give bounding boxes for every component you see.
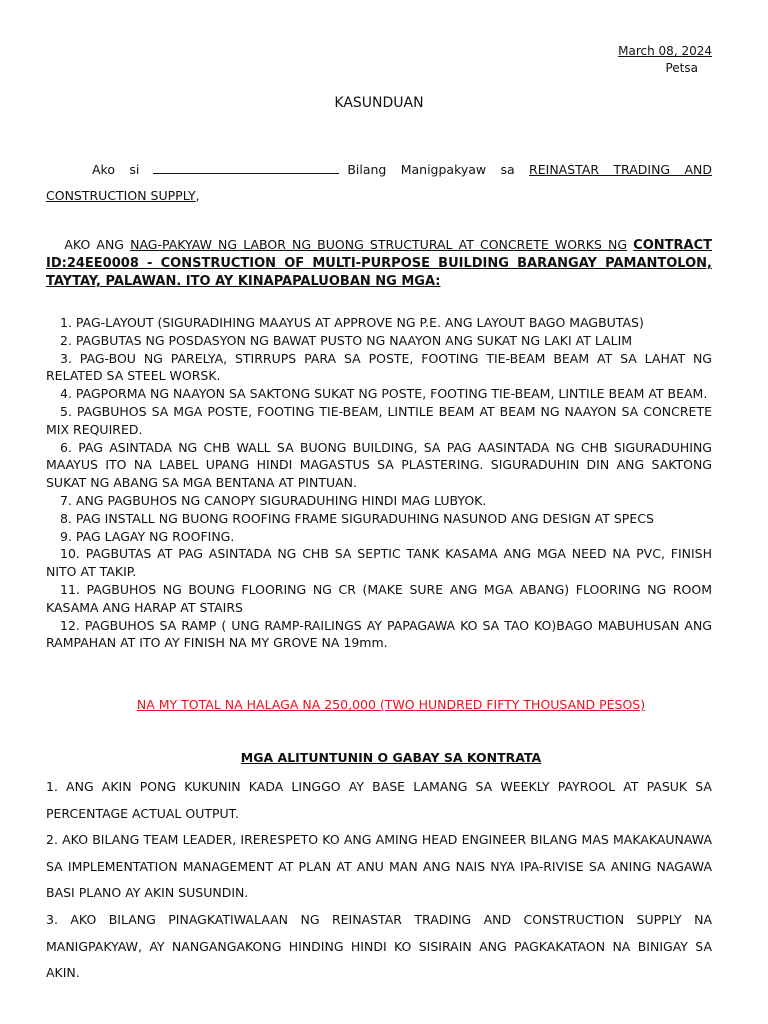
work-item-12: 12. PAGBUHOS SA RAMP ( UNG RAMP-RAILINGS AY PAPAGAWA KO SA TAO KO)BAGO MABUHUSAN ANG RAMPAHAN AT ITO AY FINISH NA MY GROVE NA 19mm.	[46, 617, 712, 651]
work-item-10: 10. PAGBUTAS AT PAG ASINTADA NG CHB SA SEPTIC TANK KASAMA ANG MGA NEED NA PVC, FINISH NITO AT TAKIP.	[46, 546, 712, 580]
company-name: REINASTAR TRADING AND CONSTRUCTION SUPPLY	[46, 162, 712, 203]
date-label: Petsa	[665, 61, 698, 75]
work-item-6: 6. PAG ASINTADA NG CHB WALL SA BUONG BUILDING, SA PAG AASINTADA NG CHB SIGURADUHING MAAYUS ITO NA LABEL UPANG HINDI MAGASTUS SA PLASTERING. SIGURADUHIN DIN ANG SAKTONG SUKAT NG ABANG SA MGA BENTANA AT PINTUAN.	[46, 439, 712, 491]
work-item-8: 8. PAG INSTALL NG BUONG ROOFING FRAME SIGURADUHING NASUNOD ANG DESIGN AT SPECS	[60, 510, 654, 526]
name-blank-line	[153, 161, 339, 174]
work-item-1: 1. PAG-LAYOUT (SIGURADIHING MAAYUS AT APPROVE NG P.E. ANG LAYOUT BAGO MAGBUTAS)	[60, 315, 644, 330]
guidelines-list	[46, 774, 712, 987]
document-title: KASUNDUAN	[334, 95, 424, 111]
guidelines-heading: MGA ALITUNTUNIN O GABAY SA KONTRATA	[240, 750, 542, 765]
comma-text: ,	[195, 188, 200, 203]
ako-si-text: Ako si	[92, 162, 140, 177]
work-item-7: 7. ANG PAGBUHOS NG CANOPY SIGURADUHING HINDI MAG LUBYOK.	[60, 492, 487, 508]
work-item-4: 4. PAGPORMA NG NAAYON SA SAKTONG SUKAT NG POSTE, FOOTING TIE-BEAM, LINTILE BEAM AT BEAM.	[60, 386, 708, 402]
intro-paragraph	[46, 157, 712, 209]
guideline-3: 3. AKO BILANG PINAGKATIWALAAN NG REINASTAR TRADING AND CONSTRUCTION SUPPLY NA MANIGPAKYAW, AY NANGANGAKONG HINDING HINDI KO SISIRAIN ANG PAGKAKATAON NA BINIGAY SA AKIN.	[46, 911, 712, 981]
guideline-1: 1. ANG AKIN PONG KUKUNIN KADA LINGGO AY BASE LAMANG SA WEEKLY PAYROOL AT PASUK SA PERCENTAGE ACTUAL OUTPUT.	[46, 779, 712, 821]
date-block	[618, 43, 712, 77]
labor-description: NAG-PAKYAW NG LABOR NG BUONG STRUCTURAL AT CONCRETE WORKS NG	[130, 237, 628, 252]
total-amount: NA MY TOTAL NA HALAGA NA 250,000 (TWO HUNDRED FIFTY THOUSAND PESOS)	[136, 697, 646, 712]
work-item-11: 11. PAGBUHOS NG BOUNG FLOORING NG CR (MAKE SURE ANG MGA ABANG) FLOORING NG ROOM KASAMA ANG HARAP AT STAIRS	[46, 581, 712, 615]
work-item-5: 5. PAGBUHOS SA MGA POSTE, FOOTING TIE-BEAM, LINTILE BEAM AT BEAM NG NAAYON SA CONCRETE MIX REQUIRED.	[46, 403, 712, 437]
ako-ang-text: AKO ANG	[64, 237, 124, 252]
work-item-9: 9. PAG LAGAY NG ROOFING.	[60, 528, 235, 544]
work-items-list	[46, 314, 712, 652]
work-item-2: 2. PAGBUTAS NG POSDASYON NG BAWAT PUSTO NG NAAYON ANG SUKAT NG LAKI AT LALIM	[60, 332, 633, 348]
contract-id-text: CONTRACT ID:24EE0008 - CONSTRUCTION OF MULTI-PURPOSE BUILDING BARANGAY PAMANTOLON, TAYTAY, PALAWAN. ITO AY KINAPAPALUOBAN NG MGA:	[46, 238, 712, 289]
bilang-text: Bilang Manigpakyaw sa	[347, 162, 515, 177]
guideline-2: 2. AKO BILANG TEAM LEADER, IRERESPETO KO ANG AMING HEAD ENGINEER BILANG MAS MAKAKAUNAWA SA IMPLEMENTATION MANAGEMENT AT PLAN AT ANU MAN ANG NAIS NYA IPA-RIVISE SA ANING NAGAWA BASI PLANO AY AKIN SUSUNDIN.	[46, 832, 712, 901]
document-date: March 08, 2024	[618, 44, 712, 58]
scope-paragraph	[46, 236, 712, 290]
work-item-3: 3. PAG-BOU NG PARELYA, STIRRUPS PARA SA POSTE, FOOTING TIE-BEAM BEAM AT SA LAHAT NG RELATED SA STEEL WORSK.	[46, 350, 712, 384]
